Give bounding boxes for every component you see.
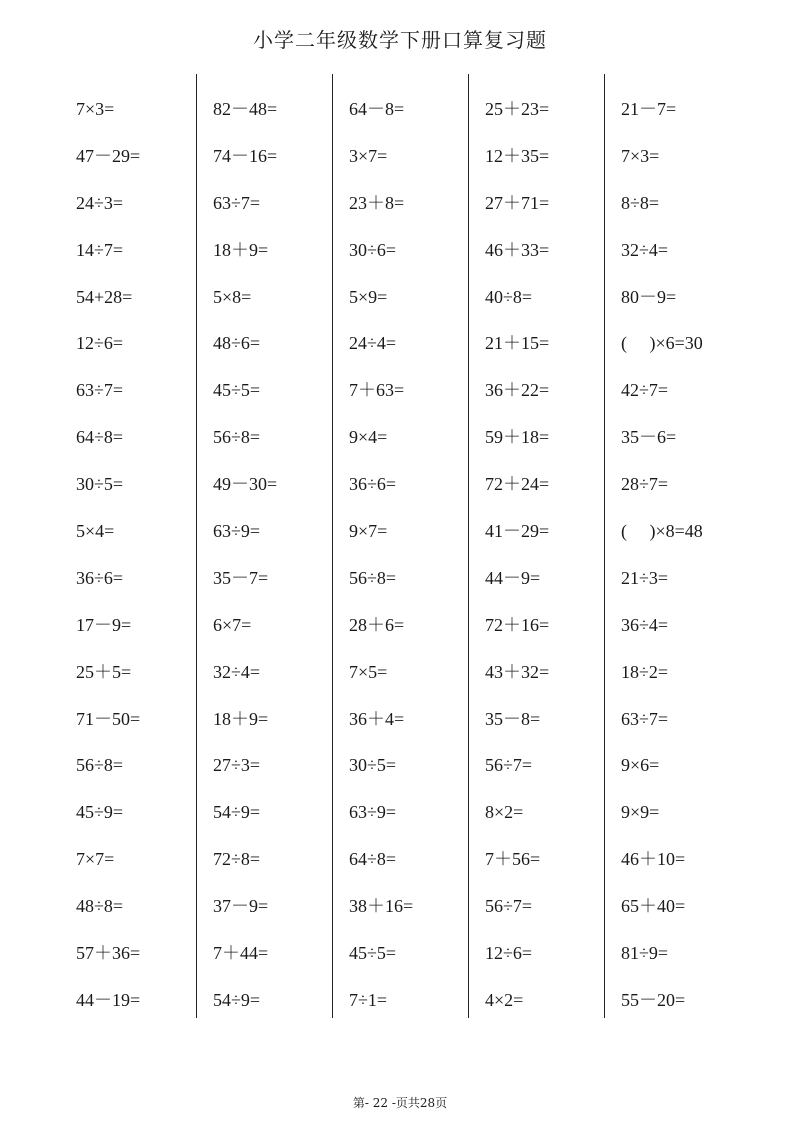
problem-list — [621, 86, 703, 1024]
problem-list — [485, 86, 549, 1024]
math-problem: 36＋4= — [349, 708, 405, 729]
math-problem: 43＋32= — [485, 661, 550, 682]
math-problem: 7＋56= — [485, 849, 541, 870]
math-problem: 54÷9= — [213, 989, 261, 1010]
math-problem: 7×3= — [621, 145, 660, 166]
math-problem: 63÷7= — [76, 380, 124, 401]
math-problem: 36÷6= — [349, 474, 397, 495]
math-problem: 71－50= — [76, 708, 141, 729]
math-problem: 35－6= — [621, 427, 677, 448]
math-problem: 48÷8= — [76, 896, 124, 917]
problem-list — [349, 86, 413, 1024]
math-problem: 63÷9= — [213, 521, 261, 542]
math-problem: 46＋33= — [485, 239, 550, 260]
math-problem: 17－9= — [76, 614, 132, 635]
math-problem: 48÷6= — [213, 333, 261, 354]
math-problem: 12÷6= — [76, 333, 124, 354]
math-problem: 32÷4= — [213, 661, 261, 682]
page-footer: 第- 22 -页共28页 — [352, 1096, 448, 1110]
math-problem: 5×9= — [349, 286, 388, 307]
math-problem: 30÷6= — [349, 239, 397, 260]
math-problem: 12＋35= — [485, 145, 550, 166]
math-problem: 7×5= — [349, 661, 388, 682]
math-problem: 63÷7= — [621, 708, 669, 729]
math-problem: 36÷4= — [621, 614, 669, 635]
math-problem: 24÷3= — [76, 192, 124, 213]
math-problem: 55－20= — [621, 989, 686, 1010]
math-problem: 21＋15= — [485, 333, 550, 354]
math-problem: 44－19= — [76, 989, 141, 1010]
math-problem: 44－9= — [485, 567, 541, 588]
math-problem: 45÷5= — [349, 943, 397, 964]
math-problem: 9×7= — [349, 521, 388, 542]
math-problem: 81÷9= — [621, 943, 669, 964]
math-problem: 45÷9= — [76, 802, 124, 823]
math-problem: 35－7= — [213, 567, 269, 588]
math-problem: 21÷3= — [621, 567, 669, 588]
math-problem: 25＋23= — [485, 99, 550, 119]
math-problem: 12÷6= — [485, 943, 533, 964]
math-problem: 47－29= — [76, 145, 141, 166]
math-problem: 7÷1= — [349, 989, 388, 1010]
math-problem: 63÷9= — [349, 802, 397, 823]
math-problem: 30÷5= — [349, 755, 397, 776]
math-problem: 28÷7= — [621, 474, 669, 495]
math-problem: 56÷7= — [485, 896, 533, 917]
problem-column-5 — [604, 74, 740, 1018]
math-problem: 18＋9= — [213, 708, 269, 729]
math-problem: 8×2= — [485, 802, 524, 823]
math-problem: ( )×8=48 — [621, 521, 703, 542]
math-problem: 74－16= — [213, 145, 278, 166]
problem-grid — [60, 74, 740, 1018]
math-problem: 56÷8= — [76, 755, 124, 776]
math-problem: 72÷8= — [213, 849, 261, 870]
math-problem: 59＋18= — [485, 427, 550, 448]
math-problem: 56÷8= — [349, 567, 397, 588]
math-problem: 5×8= — [213, 286, 252, 307]
math-problem: 64－8= — [349, 99, 405, 119]
math-problem: 7×7= — [76, 849, 115, 870]
math-problem: 40÷8= — [485, 286, 533, 307]
math-problem: 32÷4= — [621, 239, 669, 260]
math-problem: 21－7= — [621, 99, 677, 119]
math-problem: 56÷8= — [213, 427, 261, 448]
math-problem: 46＋10= — [621, 849, 686, 870]
math-problem: 56÷7= — [485, 755, 533, 776]
problem-column-1 — [60, 74, 196, 1018]
math-problem: 82－48= — [213, 99, 278, 119]
math-problem: 41－29= — [485, 521, 550, 542]
math-problem: 9×6= — [621, 755, 660, 776]
math-problem: 7＋63= — [349, 380, 405, 401]
math-problem: 9×9= — [621, 802, 660, 823]
math-problem: 54÷9= — [213, 802, 261, 823]
math-problem: 64÷8= — [76, 427, 124, 448]
math-problem: 36＋22= — [485, 380, 550, 401]
math-problem: 18÷2= — [621, 661, 669, 682]
math-problem: 8÷8= — [621, 192, 660, 213]
math-problem: 65＋40= — [621, 896, 686, 917]
math-problem: 25＋5= — [76, 661, 132, 682]
math-problem: 42÷7= — [621, 380, 669, 401]
math-problem: 72＋16= — [485, 614, 550, 635]
math-problem: 45÷5= — [213, 380, 261, 401]
math-problem: 4×2= — [485, 989, 524, 1010]
problem-list — [213, 86, 277, 1024]
math-problem: 27÷3= — [213, 755, 261, 776]
math-problem: 64÷8= — [349, 849, 397, 870]
math-problem: 80－9= — [621, 286, 677, 307]
math-problem: 7×3= — [76, 99, 115, 119]
math-problem: 5×4= — [76, 521, 115, 542]
math-problem: 18＋9= — [213, 239, 269, 260]
problem-column-3 — [332, 74, 468, 1018]
math-problem: 9×4= — [349, 427, 388, 448]
math-problem: 54+28= — [76, 286, 133, 307]
math-problem: 3×7= — [349, 145, 388, 166]
math-problem: 49－30= — [213, 474, 278, 495]
math-problem: 35－8= — [485, 708, 541, 729]
math-problem: 63÷7= — [213, 192, 261, 213]
math-problem: 57＋36= — [76, 943, 141, 964]
page-title: 小学二年级数学下册口算复习题 — [253, 28, 547, 52]
math-problem: 14÷7= — [76, 239, 124, 260]
math-problem: ( )×6=30 — [621, 333, 703, 354]
problem-column-2 — [196, 74, 332, 1018]
math-problem: 27＋71= — [485, 192, 550, 213]
math-problem: 37－9= — [213, 896, 269, 917]
math-problem: 24÷4= — [349, 333, 397, 354]
problem-column-4 — [468, 74, 604, 1018]
problem-list — [76, 86, 140, 1024]
math-problem: 23＋8= — [349, 192, 405, 213]
math-problem: 28＋6= — [349, 614, 405, 635]
math-problem: 72＋24= — [485, 474, 550, 495]
math-problem: 38＋16= — [349, 896, 414, 917]
math-problem: 6×7= — [213, 614, 252, 635]
math-problem: 7＋44= — [213, 943, 269, 964]
math-problem: 30÷5= — [76, 474, 124, 495]
math-problem: 36÷6= — [76, 567, 124, 588]
